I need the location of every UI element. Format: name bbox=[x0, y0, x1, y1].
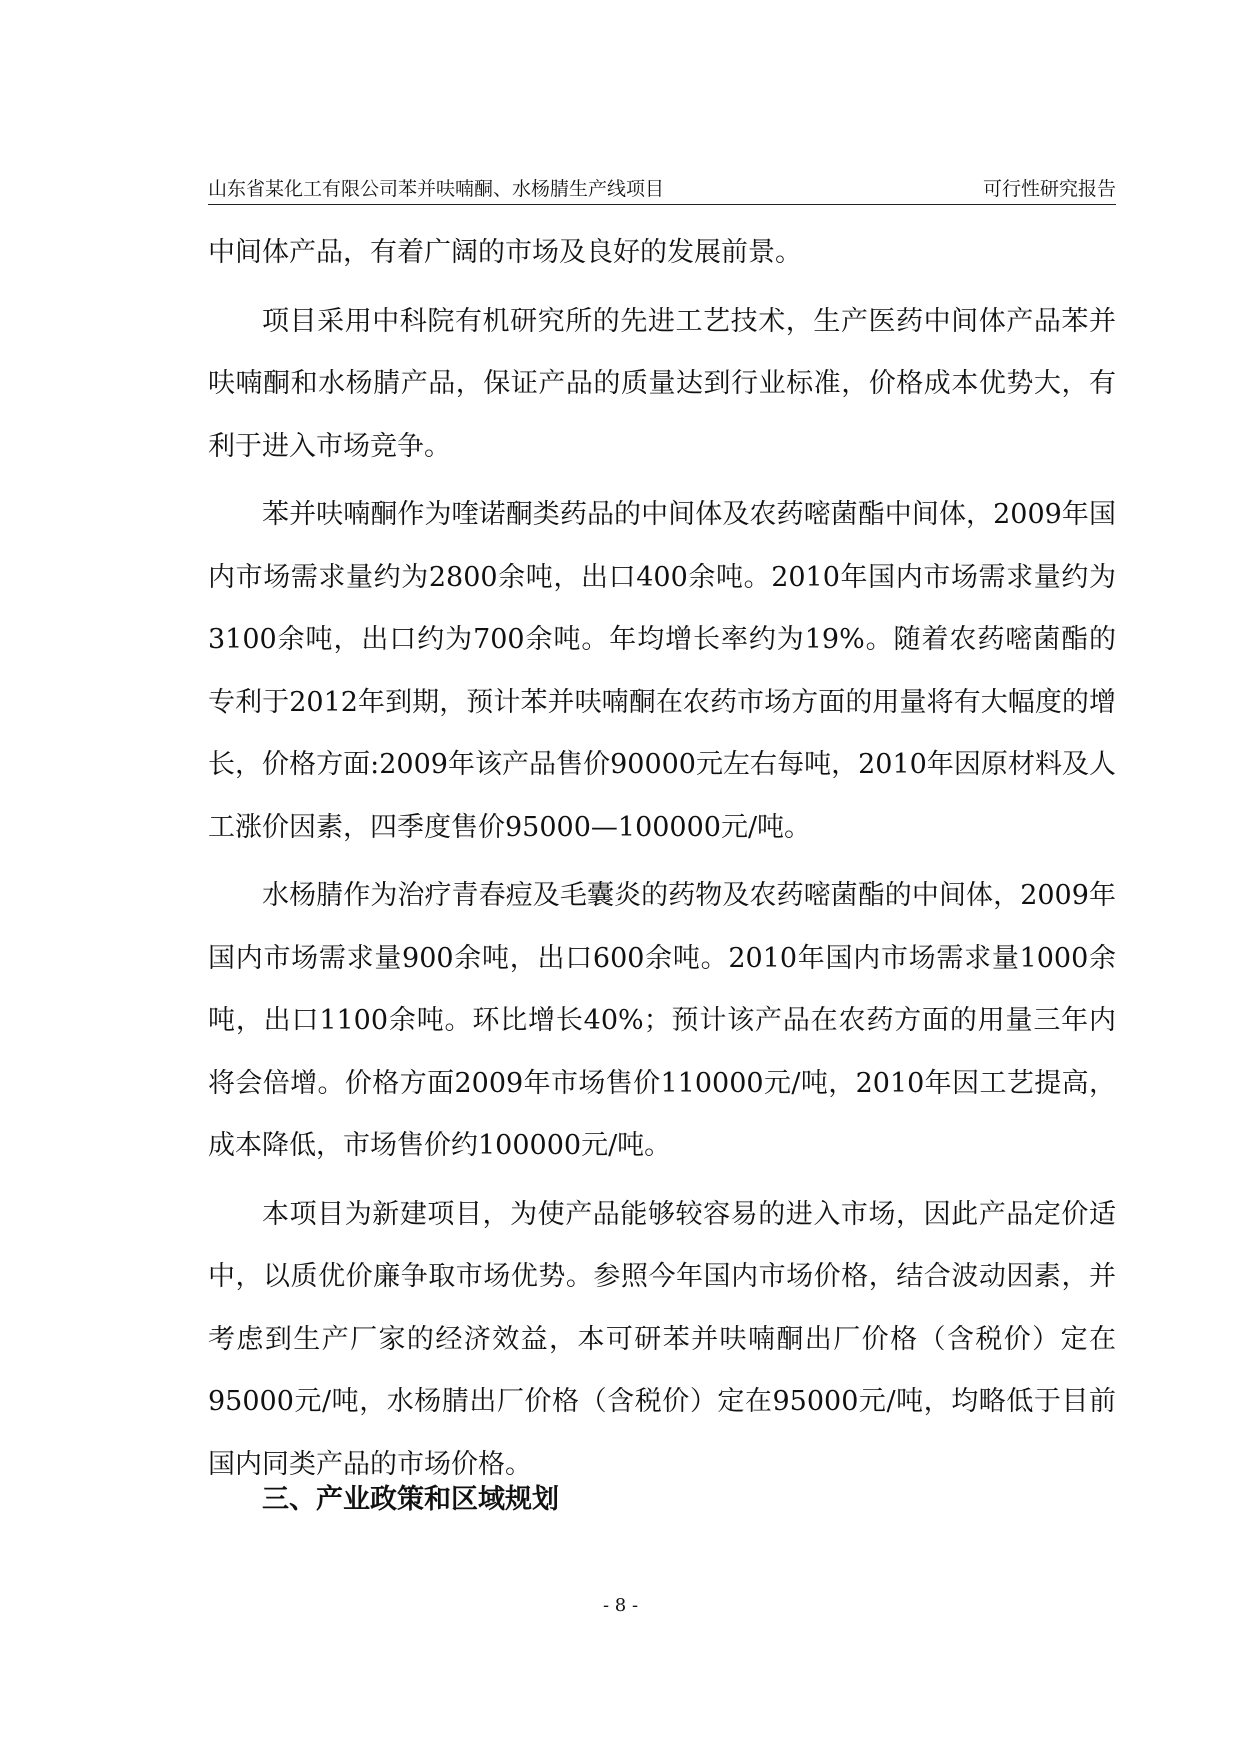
page-number: - 8 - bbox=[602, 1595, 639, 1616]
paragraph-technology: 项目采用中科院有机研究所的先进工艺技术，生产医药中间体产品苯并呋喃酮和水杨腈产品，保证产品的质量达到行业标准，价格成本优势大，有利于进入市场竞争。 bbox=[208, 305, 1116, 462]
paragraph-continuation: 中间体产品，有着广阔的市场及良好的发展前景。 bbox=[208, 237, 802, 268]
paragraph-salicylonitrile-market: 水杨腈作为治疗青春痘及毛囊炎的药物及农药嘧菌酯的中间体，2009年国内市场需求量900余吨，出口600余吨。2010年国内市场需求量1000余吨，出口1100余吨。环比增长40%；预计该产品在农药方面的用量三年内将会倍增。价格方面2009年市场售价110000元/吨，2010年因工艺提高，成本降低，市场售价约100000元/吨。 bbox=[208, 880, 1116, 1161]
running-header bbox=[208, 176, 1116, 205]
paragraph-benzofuranone-market: 苯并呋喃酮作为喹诺酮类药品的中间体及农药嘧菌酯中间体，2009年国内市场需求量约为2800余吨，出口400余吨。2010年国内市场需求量约为3100余吨，出口约为700余吨。年均增长率约为19%。随着农药嘧菌酯的专利于2012年到期，预计苯并呋喃酮在农药市场方面的用量将有大幅度的增长，价格方面:2009年该产品售价90000元左右每吨，2010年因原材料及人工涨价因素，四季度售价95000—100000元/吨。 bbox=[208, 499, 1116, 843]
header-project-title: 山东省某化工有限公司苯并呋喃酮、水杨腈生产线项目 bbox=[208, 178, 665, 200]
section-heading: 三、产业政策和区域规划 bbox=[262, 1484, 559, 1515]
body-text bbox=[208, 222, 1116, 1496]
paragraph-pricing: 本项目为新建项目，为使产品能够较容易的进入市场，因此产品定价适中，以质优价廉争取市场优势。参照今年国内市场价格，结合波动因素，并考虑到生产厂家的经济效益，本可研苯并呋喃酮出厂价格（含税价）定在95000元/吨，水杨腈出厂价格（含税价）定在95000元/吨，均略低于目前国内同类产品的市场价格。 bbox=[208, 1198, 1116, 1480]
header-report-type: 可行性研究报告 bbox=[982, 178, 1116, 200]
